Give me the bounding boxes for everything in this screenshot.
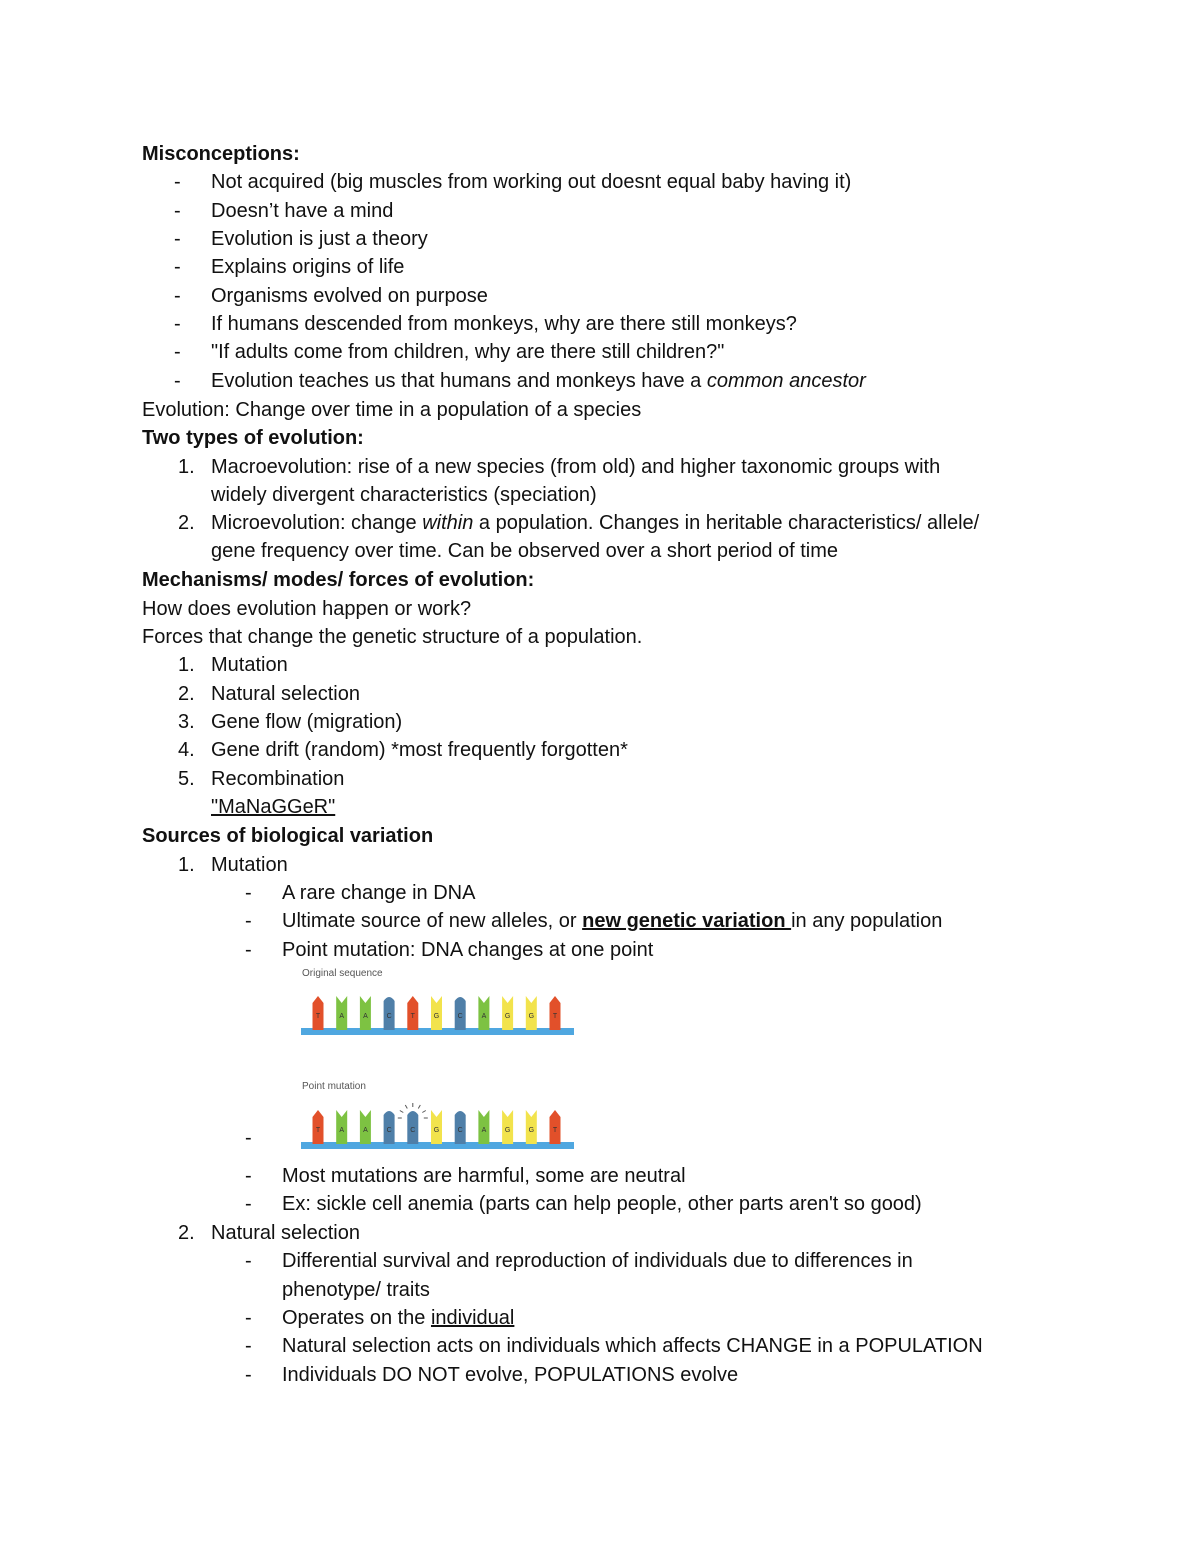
mechanisms-description: Forces that change the genetic structure of a population.: [142, 626, 643, 648]
bullet-dash: -: [174, 370, 181, 392]
dna-base-letter: A: [481, 1013, 487, 1020]
dna-base-letter: T: [552, 1127, 558, 1134]
list-item-text: Mutation: [211, 654, 288, 676]
bullet-dash: -: [245, 1193, 252, 1215]
bullet-dash: -: [174, 171, 181, 193]
list-item-text: Natural selection acts on individuals which affects CHANGE in a POPULATION: [282, 1335, 983, 1357]
types-heading: Two types of evolution:: [142, 427, 364, 449]
dna-base-letter: G: [504, 1013, 511, 1020]
list-item-text: A rare change in DNA: [282, 882, 476, 904]
list-item-text: gene frequency over time. Can be observed over a short period of time: [211, 540, 839, 562]
list-item-text: [211, 367, 866, 395]
list-number: 1.: [178, 654, 195, 676]
text-run: Microevolution: change: [211, 512, 423, 534]
bullet-dash: -: [245, 1165, 252, 1187]
dna-base-letter: G: [528, 1127, 535, 1134]
list-item-text: [211, 509, 979, 537]
list-item-text: Evolution is just a theory: [211, 228, 428, 250]
bullet-dash: -: [245, 1335, 252, 1357]
mutated-sequence-row: [313, 1103, 561, 1144]
dna-base-letter: G: [433, 1013, 440, 1020]
emphasis-text: individual: [430, 1307, 515, 1329]
dna-base-letter: A: [363, 1127, 368, 1134]
mutation-highlight-ray: [418, 1105, 420, 1108]
bullet-dash: -: [245, 882, 252, 904]
dna-base-letter: A: [339, 1127, 345, 1134]
bullet-dash: -: [174, 313, 181, 335]
bullet-dash: -: [174, 200, 181, 222]
bullet-dash: -: [245, 1364, 252, 1386]
list-number: 3.: [178, 711, 195, 733]
list-number: 1.: [178, 456, 195, 478]
list-number: 5.: [178, 768, 195, 790]
emphasis-text: within: [422, 512, 474, 534]
bullet-dash: -: [245, 1250, 252, 1272]
point-mutation-figure: [300, 966, 576, 1156]
list-item-text: "If adults come from children, why are there still children?": [211, 341, 725, 363]
text-run: Ultimate source of new alleles, or: [282, 910, 583, 932]
list-number: 4.: [178, 739, 195, 761]
bullet-dash: -: [174, 256, 181, 278]
dna-base-letter: A: [339, 1013, 345, 1020]
list-item-text: Explains origins of life: [211, 256, 405, 278]
dna-base-letter: C: [386, 1127, 392, 1134]
figure-label-original: Original sequence: [302, 968, 383, 979]
bullet-dash: -: [245, 1127, 252, 1149]
sources-heading: Sources of biological variation: [142, 825, 434, 847]
bullet-dash: -: [174, 341, 181, 363]
text-run: in any population: [791, 910, 943, 932]
list-item-text: Most mutations are harmful, some are neutral: [282, 1165, 686, 1187]
list-number: 2.: [178, 512, 195, 534]
text-run: Operates on the: [282, 1307, 431, 1329]
mnemonic: "MaNaGGeR": [211, 796, 336, 818]
list-item-text: [282, 1304, 514, 1332]
dna-base-letter: C: [410, 1127, 416, 1134]
dna-base-letter: T: [552, 1013, 558, 1020]
list-number: 2.: [178, 683, 195, 705]
mutation-highlight-ray: [400, 1111, 403, 1113]
dna-base-letter: T: [315, 1127, 321, 1134]
evolution-definition: Evolution: Change over time in a population of a species: [142, 399, 642, 421]
list-item-text: Doesn’t have a mind: [211, 200, 394, 222]
text-run: Evolution teaches us that humans and monkeys have a: [211, 370, 707, 392]
dna-base-letter: G: [504, 1127, 511, 1134]
original-sequence-row: [313, 996, 561, 1030]
emphasis-text: common ancestor: [706, 370, 866, 392]
list-item-text: Macroevolution: rise of a new species (from old) and higher taxonomic groups with: [211, 456, 941, 478]
list-item-text: Point mutation: DNA changes at one point: [282, 939, 654, 961]
list-number: 1.: [178, 854, 195, 876]
list-number: 2.: [178, 1222, 195, 1244]
dna-base-letter: C: [457, 1127, 463, 1134]
list-item-text: widely divergent characteristics (speciation): [211, 484, 597, 506]
dna-base-letter: G: [433, 1127, 440, 1134]
bullet-dash: -: [245, 910, 252, 932]
bullet-dash: -: [174, 228, 181, 250]
dna-base-letter: A: [481, 1127, 487, 1134]
bullet-dash: -: [174, 285, 181, 307]
mechanisms-heading: Mechanisms/ modes/ forces of evolution:: [142, 569, 535, 591]
bullet-dash: -: [245, 939, 252, 961]
list-item-text: Individuals DO NOT evolve, POPULATIONS evolve: [282, 1364, 739, 1386]
list-item-text: Differential survival and reproduction of individuals due to differences in: [282, 1250, 913, 1272]
emphasis-text: new genetic variation: [582, 910, 792, 932]
list-item-text: Ex: sickle cell anemia (parts can help people, other parts aren't so good): [282, 1193, 922, 1215]
mutation-highlight-ray: [422, 1111, 425, 1113]
list-item-text: Not acquired (big muscles from working out doesnt equal baby having it): [211, 171, 852, 193]
list-item-text: [282, 907, 942, 935]
misconceptions-heading: Misconceptions:: [142, 143, 300, 165]
list-item-text: Recombination: [211, 768, 345, 790]
dna-base-letter: T: [410, 1013, 415, 1020]
list-item-text: Natural selection: [211, 1222, 360, 1244]
list-item-text: Organisms evolved on purpose: [211, 285, 488, 307]
mutation-highlight-ray: [405, 1105, 407, 1108]
list-item-text: phenotype/ traits: [282, 1279, 430, 1301]
figure-label-mutation: Point mutation: [302, 1081, 366, 1092]
dna-base-letter: C: [386, 1013, 392, 1020]
dna-base-letter: T: [315, 1013, 321, 1020]
dna-diagram: [300, 966, 576, 1156]
list-item-text: Natural selection: [211, 683, 360, 705]
text-run: a population. Changes in heritable characteristics/ allele/: [473, 512, 980, 534]
dna-base-letter: A: [363, 1013, 368, 1020]
list-item-text: If humans descended from monkeys, why are there still monkeys?: [211, 313, 797, 335]
list-item-text: Gene flow (migration): [211, 711, 403, 733]
bullet-dash: -: [245, 1307, 252, 1329]
list-item-text: Gene drift (random) *most frequently forgotten*: [211, 739, 628, 761]
dna-base-letter: G: [528, 1013, 535, 1020]
mechanisms-question: How does evolution happen or work?: [142, 598, 472, 620]
dna-base-letter: C: [457, 1013, 463, 1020]
list-item-text: Mutation: [211, 854, 288, 876]
